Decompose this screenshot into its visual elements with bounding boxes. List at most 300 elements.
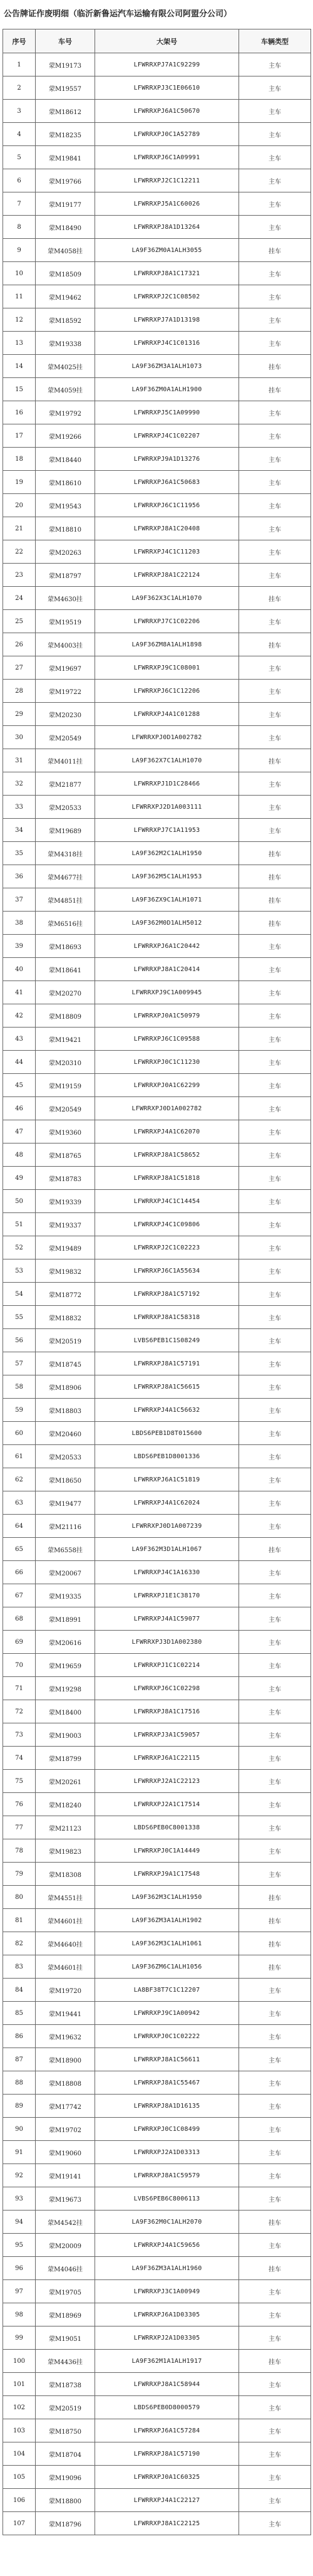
cell-vin: LFWRRXPJ9A1D13276 [95,448,239,471]
cell-index: 99 [3,2326,36,2350]
table-row [3,958,311,981]
cell-plate: 蒙M19421 [36,1028,95,1051]
cell-index: 47 [3,1120,36,1143]
table-row [3,1028,311,1051]
cell-plate: 蒙M20009 [36,2234,95,2257]
cell-plate: 蒙M19339 [36,1190,95,1213]
cell-vin: LFWRRXPJ5A1C60026 [95,192,239,216]
cell-vehicle-type: 主车 [239,2002,311,2025]
cell-plate: 蒙M18783 [36,1167,95,1190]
cell-plate: 蒙M18803 [36,1399,95,1422]
cell-plate: 蒙M20519 [36,1329,95,1352]
table-row [3,1167,311,1190]
cell-vehicle-type: 主车 [239,169,311,192]
table-row [3,2257,311,2280]
table-header-row [3,29,311,53]
cell-vin: LFWRRXPJ8A1C58652 [95,1143,239,1167]
table-row [3,216,311,239]
cell-plate: 蒙M19766 [36,169,95,192]
cell-vin: LFWRRXPJ6C1A09991 [95,146,239,169]
cell-plate: 蒙M20549 [36,726,95,749]
cell-vin: LVBS6PEB6C8006113 [95,2187,239,2211]
cell-vehicle-type: 主车 [239,517,311,540]
cell-vehicle-type: 主车 [239,1607,311,1631]
cell-index: 106 [3,2489,36,2512]
cell-vehicle-type: 主车 [239,53,311,76]
cell-index: 91 [3,2141,36,2164]
cell-plate: 蒙M18772 [36,1283,95,1306]
cell-index: 103 [3,2419,36,2442]
table-row [3,2164,311,2187]
cell-index: 5 [3,146,36,169]
cell-vehicle-type: 主车 [239,1399,311,1422]
cell-index: 69 [3,1631,36,1654]
table-row [3,772,311,796]
cell-vin: LA9F36ZM0A1ALH1900 [95,378,239,401]
cell-plate: 蒙M19141 [36,2164,95,2187]
cell-vehicle-type: 主车 [239,819,311,842]
table-row [3,703,311,726]
cell-vin: LFWRRXPJ8A1C59579 [95,2164,239,2187]
cell-vin: LFWRRXPJ4A1C56632 [95,1399,239,1422]
table-row [3,1352,311,1375]
cell-vehicle-type: 挂车 [239,239,311,262]
cell-vehicle-type: 主车 [239,192,311,216]
cell-plate: 蒙M4851挂 [36,888,95,912]
cell-vehicle-type: 挂车 [239,1538,311,1561]
cell-plate: 蒙M4318挂 [36,842,95,865]
cell-vehicle-type: 主车 [239,1515,311,1538]
cell-index: 86 [3,2025,36,2048]
cell-plate: 蒙M18797 [36,564,95,587]
cell-index: 60 [3,1422,36,1445]
cell-plate: 蒙M20230 [36,703,95,726]
cell-vin: LFWRRXPJ6A1C57284 [95,2419,239,2442]
cell-plate: 蒙M19543 [36,494,95,517]
cell-vehicle-type: 主车 [239,1167,311,1190]
table-row [3,2350,311,2373]
cell-index: 6 [3,169,36,192]
cell-index: 20 [3,494,36,517]
cell-plate: 蒙M4058挂 [36,239,95,262]
cell-index: 22 [3,540,36,564]
cell-vehicle-type: 主车 [239,2396,311,2419]
cell-plate: 蒙M19632 [36,2025,95,2048]
cell-index: 59 [3,1399,36,1422]
column-header-vin: 大架号 [95,29,239,53]
cell-vehicle-type: 主车 [239,216,311,239]
cell-vehicle-type: 主车 [239,656,311,680]
cell-vin: LFWRRXPJ1E1C38170 [95,1584,239,1607]
cell-index: 96 [3,2257,36,2280]
cell-plate: 蒙M18906 [36,1375,95,1399]
cell-vin: LFWRRXPJ4C1C01316 [95,332,239,355]
cell-vehicle-type: 主车 [239,1863,311,1886]
table-row [3,540,311,564]
table-row [3,726,311,749]
cell-vehicle-type: 主车 [239,332,311,355]
cell-vin: LFWRRXPJ9A1C17548 [95,1863,239,1886]
cell-plate: 蒙M19720 [36,1979,95,2002]
cell-vin: LA9F36ZM6C1ALH1056 [95,1955,239,1979]
cell-plate: 蒙M19441 [36,2002,95,2025]
cell-plate: 蒙M19177 [36,192,95,216]
table-row [3,564,311,587]
table-row [3,1631,311,1654]
cell-vehicle-type: 主车 [239,146,311,169]
cell-index: 68 [3,1607,36,1631]
table-row [3,424,311,448]
cell-index: 76 [3,1793,36,1816]
cell-plate: 蒙M18799 [36,1747,95,1770]
cell-vehicle-type: 主车 [239,2326,311,2350]
table-row [3,1793,311,1816]
table-row [3,1607,311,1631]
cell-vehicle-type: 主车 [239,1074,311,1097]
cell-index: 74 [3,1747,36,1770]
cell-vehicle-type: 主车 [239,123,311,146]
table-row [3,1979,311,2002]
cell-vin: LFWRRXPJ8A1C56611 [95,2048,239,2071]
cell-vin: LFWRRXPJ2C1C12211 [95,169,239,192]
cell-vehicle-type: 主车 [239,1375,311,1399]
cell-vehicle-type: 挂车 [239,633,311,656]
cell-vin: LFWRRXPJ6A1C50683 [95,471,239,494]
cell-plate: 蒙M19841 [36,146,95,169]
cell-index: 65 [3,1538,36,1561]
cell-index: 33 [3,796,36,819]
cell-vin: LFWRRXPJ8A1D16135 [95,2095,239,2118]
cell-vehicle-type: 主车 [239,262,311,285]
cell-plate: 蒙M19702 [36,2118,95,2141]
cell-index: 40 [3,958,36,981]
cell-index: 61 [3,1445,36,1468]
cell-vin: LFWRRXPJ0C1C02222 [95,2025,239,2048]
cell-plate: 蒙M18796 [36,2512,95,2535]
cell-vehicle-type: 主车 [239,1839,311,1863]
cell-vehicle-type: 主车 [239,308,311,332]
table-row [3,1213,311,1236]
cell-vin: LA9F362M0C1ALH2070 [95,2211,239,2234]
cell-vehicle-type: 挂车 [239,2257,311,2280]
cell-vehicle-type: 主车 [239,1329,311,1352]
cell-index: 75 [3,1770,36,1793]
cell-vin: LA9F36ZM3A1ALH1960 [95,2257,239,2280]
table-row [3,1329,311,1352]
cell-index: 93 [3,2187,36,2211]
table-row [3,633,311,656]
table-row [3,2025,311,2048]
cell-vin: LFWRRXPJ3C1E06610 [95,76,239,100]
table-row [3,76,311,100]
cell-index: 90 [3,2118,36,2141]
table-row [3,819,311,842]
cell-plate: 蒙M4025挂 [36,355,95,378]
cell-index: 71 [3,1677,36,1700]
cell-vehicle-type: 主车 [239,796,311,819]
table-row [3,378,311,401]
cell-vehicle-type: 主车 [239,424,311,448]
cell-index: 43 [3,1028,36,1051]
cell-vehicle-type: 主车 [239,1236,311,1259]
cell-plate: 蒙M21116 [36,1515,95,1538]
table-row [3,1955,311,1979]
table-row [3,2141,311,2164]
cell-vin: LFWRRXPJ3A1C59057 [95,1723,239,1747]
table-row [3,401,311,424]
cell-vehicle-type: 挂车 [239,355,311,378]
cell-vehicle-type: 主车 [239,2373,311,2396]
vehicle-table [3,29,311,2535]
table-row [3,239,311,262]
cell-vehicle-type: 主车 [239,2048,311,2071]
cell-plate: 蒙M18612 [36,100,95,123]
cell-vin: LA9F362M3C1ALH1061 [95,1932,239,1955]
cell-vin: LFWRRXPJ1D1C28466 [95,772,239,796]
cell-vehicle-type: 主车 [239,2025,311,2048]
cell-vehicle-type: 主车 [239,1306,311,1329]
cell-vin: LA9F36ZM8A1ALH1898 [95,633,239,656]
cell-index: 78 [3,1839,36,1863]
cell-index: 58 [3,1375,36,1399]
cell-index: 81 [3,1909,36,1932]
cell-vin: LFWRRXPJ9C1C08001 [95,656,239,680]
cell-vin: LFWRRXPJ8A1C17516 [95,1700,239,1723]
table-row [3,1932,311,1955]
cell-vehicle-type: 主车 [239,2512,311,2535]
cell-plate: 蒙M18235 [36,123,95,146]
cell-plate: 蒙M4640挂 [36,1932,95,1955]
cell-index: 101 [3,2373,36,2396]
cell-vehicle-type: 主车 [239,726,311,749]
cell-vehicle-type: 主车 [239,2118,311,2141]
cell-plate: 蒙M18969 [36,2303,95,2326]
table-row [3,1399,311,1422]
cell-index: 11 [3,285,36,308]
cell-plate: 蒙M18900 [36,2048,95,2071]
cell-index: 95 [3,2234,36,2257]
cell-vin: LFWRRXPJ8A1C22125 [95,2512,239,2535]
cell-plate: 蒙M4436挂 [36,2350,95,2373]
cell-vin: LBDS6PEB0D8000579 [95,2396,239,2419]
cell-index: 36 [3,865,36,888]
cell-vehicle-type: 主车 [239,1770,311,1793]
cell-vehicle-type: 主车 [239,2164,311,2187]
cell-plate: 蒙M4542挂 [36,2211,95,2234]
cell-vehicle-type: 挂车 [239,842,311,865]
cell-vehicle-type: 主车 [239,1677,311,1700]
cell-index: 79 [3,1863,36,1886]
table-row [3,2095,311,2118]
table-row [3,981,311,1004]
cell-index: 85 [3,2002,36,2025]
cell-index: 73 [3,1723,36,1747]
cell-index: 54 [3,1283,36,1306]
table-row [3,1375,311,1399]
table-row [3,355,311,378]
cell-index: 27 [3,656,36,680]
cell-plate: 蒙M19697 [36,656,95,680]
cell-plate: 蒙M21123 [36,1816,95,1839]
cell-vehicle-type: 主车 [239,494,311,517]
cell-plate: 蒙M18810 [36,517,95,540]
cell-plate: 蒙M18610 [36,471,95,494]
cell-index: 28 [3,680,36,703]
cell-plate: 蒙M18650 [36,1468,95,1491]
cell-vin: LA9F362M1A1ALH1917 [95,2350,239,2373]
cell-vin: LFWRRXPJ8A1C22124 [95,564,239,587]
cell-plate: 蒙M18704 [36,2442,95,2466]
table-row [3,53,311,76]
cell-plate: 蒙M18738 [36,2373,95,2396]
cell-plate: 蒙M18693 [36,935,95,958]
cell-plate: 蒙M17742 [36,2095,95,2118]
cell-vin: LFWRRXPJ6A1D03305 [95,2303,239,2326]
cell-index: 13 [3,332,36,355]
cell-vin: LFWRRXPJ8A1C51818 [95,1167,239,1190]
cell-vin: LFWRRXPJ6A1C20442 [95,935,239,958]
table-row [3,888,311,912]
cell-vehicle-type: 主车 [239,471,311,494]
cell-index: 67 [3,1584,36,1607]
column-header-index: 序号 [3,29,36,53]
cell-vin: LFWRRXPJ4C1C02207 [95,424,239,448]
table-row [3,448,311,471]
cell-vin: LFWRRXPJ6A1C51819 [95,1468,239,1491]
cell-plate: 蒙M19096 [36,2466,95,2489]
cell-vin: LFWRRXPJ4A1C01288 [95,703,239,726]
cell-vin: LFWRRXPJ8A1C57192 [95,1283,239,1306]
cell-plate: 蒙M20261 [36,1770,95,1793]
cell-plate: 蒙M4011挂 [36,749,95,772]
table-row [3,2489,311,2512]
cell-index: 41 [3,981,36,1004]
cell-vehicle-type: 主车 [239,1259,311,1283]
cell-plate: 蒙M20263 [36,540,95,564]
cell-vin: LFWRRXPJ0A1C60325 [95,2466,239,2489]
cell-index: 83 [3,1955,36,1979]
cell-index: 82 [3,1932,36,1955]
cell-plate: 蒙M4601挂 [36,1955,95,1979]
cell-index: 7 [3,192,36,216]
cell-index: 63 [3,1491,36,1515]
table-row [3,2373,311,2396]
cell-index: 66 [3,1561,36,1584]
cell-index: 46 [3,1097,36,1120]
cell-index: 34 [3,819,36,842]
cell-vehicle-type: 挂车 [239,378,311,401]
cell-index: 12 [3,308,36,332]
cell-plate: 蒙M4601挂 [36,1909,95,1932]
cell-vehicle-type: 主车 [239,1700,311,1723]
cell-index: 89 [3,2095,36,2118]
cell-index: 9 [3,239,36,262]
cell-vehicle-type: 主车 [239,1979,311,2002]
document-title: 公告牌证作废明细（临沂新鲁运汽车运输有限公司阿盟分公司） [4,9,232,19]
table-row [3,262,311,285]
cell-vehicle-type: 主车 [239,680,311,703]
table-row [3,1422,311,1445]
cell-plate: 蒙M19673 [36,2187,95,2211]
table-row [3,2442,311,2466]
column-header-plate: 车号 [36,29,95,53]
cell-index: 102 [3,2396,36,2419]
cell-plate: 蒙M20310 [36,1051,95,1074]
table-row [3,1236,311,1259]
table-row [3,2002,311,2025]
cell-vin: LA9F36ZM0A1ALH3055 [95,239,239,262]
cell-index: 92 [3,2164,36,2187]
cell-vehicle-type: 挂车 [239,749,311,772]
cell-plate: 蒙M19003 [36,1723,95,1747]
cell-vehicle-type: 主车 [239,981,311,1004]
table-row [3,2211,311,2234]
cell-vehicle-type: 主车 [239,2303,311,2326]
cell-vin: LA9F362M5C1ALH1953 [95,865,239,888]
table-row [3,2466,311,2489]
cell-plate: 蒙M18240 [36,1793,95,1816]
cell-plate: 蒙M18592 [36,308,95,332]
cell-vin: LFWRRXPJ0D1A007239 [95,1515,239,1538]
table-row [3,100,311,123]
table-body [3,53,311,2535]
cell-index: 31 [3,749,36,772]
table-row [3,332,311,355]
cell-plate: 蒙M19489 [36,1236,95,1259]
table-row [3,2234,311,2257]
table-row [3,865,311,888]
table-row [3,471,311,494]
cell-index: 15 [3,378,36,401]
table-row [3,2071,311,2095]
cell-index: 38 [3,912,36,935]
cell-plate: 蒙M18440 [36,448,95,471]
cell-vehicle-type: 主车 [239,1654,311,1677]
table-row [3,1306,311,1329]
cell-index: 64 [3,1515,36,1538]
cell-vehicle-type: 主车 [239,2442,311,2466]
cell-vin: LFWRRXPJ8A1C58944 [95,2373,239,2396]
cell-vin: LFWRRXPJ0C1C08499 [95,2118,239,2141]
cell-vehicle-type: 主车 [239,1723,311,1747]
table-row [3,2419,311,2442]
cell-vin: LFWRRXPJ9C1A009945 [95,981,239,1004]
cell-vin: LFWRRXPJ6A1C50670 [95,100,239,123]
cell-vin: LFWRRXPJ6C1C02298 [95,1677,239,1700]
table-row [3,796,311,819]
cell-vin: LFWRRXPJ0A1C62299 [95,1074,239,1097]
cell-index: 3 [3,100,36,123]
cell-vehicle-type: 主车 [239,1352,311,1375]
cell-plate: 蒙M19266 [36,424,95,448]
cell-index: 14 [3,355,36,378]
cell-plate: 蒙M18509 [36,262,95,285]
cell-vin: LFWRRXPJ7A1D13198 [95,308,239,332]
cell-vehicle-type: 主车 [239,285,311,308]
table-row [3,2396,311,2419]
cell-vehicle-type: 主车 [239,1120,311,1143]
cell-index: 1 [3,53,36,76]
cell-vehicle-type: 主车 [239,958,311,981]
cell-vehicle-type: 主车 [239,1143,311,1167]
cell-vehicle-type: 主车 [239,76,311,100]
cell-vin: LFWRRXPJ8A1C20408 [95,517,239,540]
cell-index: 87 [3,2048,36,2071]
cell-index: 8 [3,216,36,239]
cell-vehicle-type: 主车 [239,2466,311,2489]
cell-vehicle-type: 主车 [239,1004,311,1028]
cell-vin: LFWRRXPJ6C1C09588 [95,1028,239,1051]
